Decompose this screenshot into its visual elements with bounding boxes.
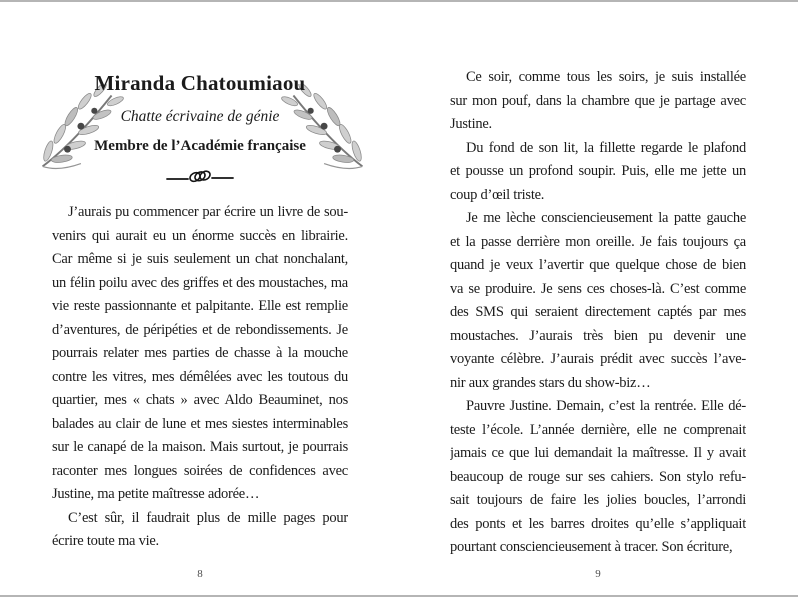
paragraph: [52, 201, 348, 507]
paragraph: [450, 137, 746, 208]
text-line: vie reste passionnante et palpitante. Elle est remplie: [52, 298, 348, 314]
text-line: pourtant consciencieusement à tracer. Son écriture,: [450, 539, 733, 555]
text-line: beaucoup de rouge sur ses cahiers. Son stylo refu-: [450, 468, 746, 485]
text-line: J’aurais pu commencer par écrire un livre de sou-: [68, 204, 348, 220]
author-subtitle: Chatte écrivaine de génie: [120, 108, 280, 125]
text-line: et la passe derrière mon oreille. Je fais toujours ça: [450, 233, 746, 250]
paragraph: [52, 507, 348, 554]
text-line: écrire toute ma vie.: [52, 533, 159, 549]
text-line: quand je veux l’avertir que quelque chose de bien: [450, 257, 746, 273]
text-line: Je me lèche consciencieusement la patte gauche: [466, 210, 746, 226]
text-line: raconter mes longues soirées de confidences avec: [52, 462, 348, 479]
page-number-left: 8: [197, 568, 203, 580]
text-line: sur mon pouf, dans la chambre que je partage avec: [450, 92, 746, 109]
text-line: va se produire. Je sens ces choses-là. C’est comme: [450, 280, 746, 297]
text-line: un félin poilu avec des griffes et des moustaches, ma: [52, 274, 348, 291]
text-line: des SMS qui seraient directement captés par mes: [450, 304, 746, 320]
text-line: Car même si je suis seulement un chat nonchalant,: [52, 251, 348, 267]
text-line: et pousse un profond soupir. Puis, elle me jette un: [450, 163, 746, 179]
author-title: Miranda Chatoumiaou: [94, 71, 306, 95]
text-line: contre les vitres, mes démêlées avec les toutous du: [52, 368, 348, 385]
left-page: [52, 0, 348, 601]
paragraph: [450, 66, 746, 137]
text-line: Du fond de son lit, la fillette regarde le plafond: [466, 139, 746, 156]
coil-divider-icon: [165, 167, 235, 187]
text-line: voyante célèbre. J’aurais prédit avec succès l’ave-: [450, 351, 746, 367]
text-line: Ce soir, comme tous les soirs, je suis installée: [466, 69, 746, 85]
right-page-body: [450, 66, 746, 560]
text-line: jamais ce que lui demandait la maîtresse. Il y avait: [450, 445, 746, 461]
text-line: Justine, ma petite maîtresse adorée…: [52, 486, 260, 502]
text-line: Justine.: [450, 116, 492, 132]
paragraph: [450, 395, 746, 560]
olive-branch-icon: [33, 84, 125, 176]
paragraph: [450, 207, 746, 395]
text-line: pourrais relater mes parties de chasse à la mouche: [52, 345, 348, 361]
text-line: Pauvre Justine. Demain, c’est la rentrée. Elle dé-: [466, 398, 746, 414]
text-line: C’est sûr, il faudrait plus de mille pages pour: [68, 509, 348, 526]
left-page-body: [52, 201, 348, 554]
text-line: d’aventures, de péripéties et de rebondissements. Je: [52, 321, 348, 338]
author-affiliation: Membre de l’Académie française: [94, 138, 306, 154]
olive-branch-icon: [280, 84, 372, 176]
text-line: coup d’œil triste.: [450, 186, 545, 203]
text-line: sur le canapé de la maison. Mais surtout, je pourrais: [52, 439, 348, 455]
text-line: sait toujours de faire les jolies boucles, l’arrondi: [450, 492, 746, 508]
text-line: balades au clair de lune et mes siestes interminables: [52, 415, 348, 432]
text-line: teste l’école. L’année dernière, elle ne comprenait: [450, 421, 746, 438]
text-line: venirs qui aurait eu un énorme succès en librairie.: [52, 227, 348, 244]
text-line: des ponts et les barres droites qu’elle s’appliquait: [450, 515, 746, 532]
page-number-right: 9: [595, 568, 601, 580]
text-line: quartier, mes « chats » avec Aldo Beauminet, nos: [52, 392, 348, 408]
text-line: moustaches. J’aurais très bien pu devenir une: [450, 327, 746, 344]
screenshot-bottom-edge: [0, 595, 798, 597]
right-page: [450, 0, 746, 601]
text-line: nir aux grandes stars du show-biz…: [450, 374, 651, 391]
